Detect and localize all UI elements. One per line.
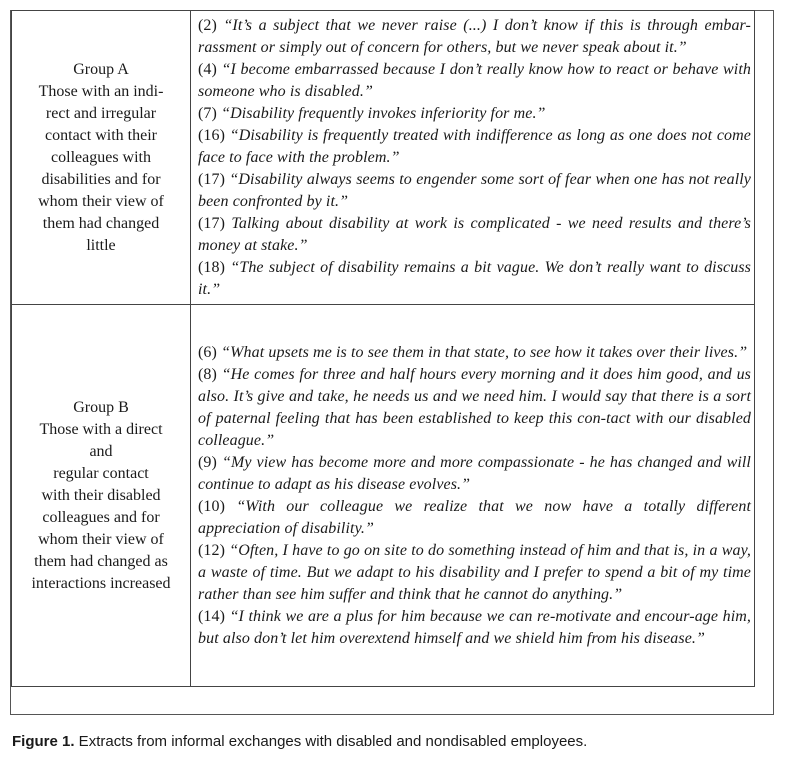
- quote: [198, 59, 751, 103]
- quote: [198, 103, 751, 125]
- group-description-line: rect and irregular: [45, 104, 157, 122]
- group-description-line: with their disabled: [41, 486, 161, 504]
- quote: [198, 125, 751, 169]
- quote: [198, 213, 751, 257]
- quote-text: “Disability frequently invokes inferiority for me.”: [221, 104, 546, 122]
- caption-label: Figure 1.: [12, 733, 75, 750]
- quote-text: “With our colleague we realize that we now have a totally different appreciation of disability.”: [198, 497, 751, 537]
- quote-text: “I think we are a plus for him because we can re-motivate and encour-age him, but also don’t let him overextend himself and we shield him from his disease.”: [198, 607, 751, 647]
- quote-text: “It’s a subject that we never raise (...) I don’t know if this is through embar-rassment or simply out of concern for others, but we never speak about it.”: [198, 16, 751, 56]
- quote-number: (18): [198, 258, 226, 276]
- figure-caption: [12, 733, 782, 750]
- group-label-cell: [12, 305, 191, 687]
- group-description-line: whom their view of: [38, 192, 164, 210]
- quote-number: (14): [198, 607, 226, 625]
- quote-number: (10): [198, 497, 226, 515]
- quote-number: (12): [198, 541, 226, 559]
- quote-text: “I become embarrassed because I don’t really know how to react or behave with someone who is disabled.”: [198, 60, 751, 100]
- quote-text: “Disability is frequently treated with indifference as long as one does not come face to face with the problem.”: [198, 126, 752, 166]
- quote: [198, 342, 751, 364]
- group-description-line: regular contact: [53, 464, 149, 482]
- quotes-cell: [191, 11, 755, 305]
- group-name: Group B: [73, 398, 129, 416]
- quote: [198, 452, 751, 496]
- group-description-line: them had changed as: [34, 552, 168, 570]
- group-description-line: whom their view of: [38, 530, 164, 548]
- quote: [198, 606, 751, 650]
- group-description-line: and: [89, 442, 113, 460]
- quote-number: (17): [198, 170, 226, 188]
- group-row: [12, 11, 755, 305]
- quote: [198, 540, 751, 606]
- group-description-line: little: [86, 236, 116, 254]
- quote-text: “He comes for three and half hours every morning and it does him good, and us also. It’s give and take, he needs us and we need him. I would say that there is a sort of paternal feeling that has been established to keep this con-tact with our disabled colleague.”: [198, 365, 751, 449]
- quote-number: (16): [198, 126, 226, 144]
- group-name: Group A: [73, 60, 129, 78]
- extracts-table: [11, 10, 755, 687]
- group-row: [12, 305, 755, 687]
- quote: [198, 15, 751, 59]
- group-description-line: Those with a direct: [39, 420, 163, 438]
- quote-text: Talking about disability at work is complicated - we need results and there’s money at stake.”: [198, 214, 751, 254]
- quote-text: “My view has become more and more compassionate - he has changed and will continue to adapt as his disease evolves.”: [198, 453, 751, 493]
- quote-text: “The subject of disability remains a bit vague. We don’t really want to discuss it.”: [198, 258, 751, 298]
- group-description-line: disabilities and for: [41, 170, 161, 188]
- quote: [198, 257, 751, 301]
- group-label-cell: [12, 11, 191, 305]
- quote-number: (6): [198, 343, 217, 361]
- quote-number: (8): [198, 365, 217, 383]
- quote-number: (4): [198, 60, 217, 78]
- quote: [198, 364, 751, 452]
- group-description-line: Those with an indi-: [38, 82, 164, 100]
- quotes-cell: [191, 305, 755, 687]
- quote-number: (7): [198, 104, 217, 122]
- group-description-line: interactions increased: [31, 574, 171, 592]
- quote: [198, 496, 751, 540]
- caption-text: Extracts from informal exchanges with disabled and nondisabled employees.: [74, 733, 588, 750]
- quote-text: “Often, I have to go on site to do something instead of him and that is, in a way, a waste of time. But we adapt to his disability and I prefer to spend a bit of my time rather than see him suffer and think that he cannot do anything.”: [198, 541, 751, 603]
- quote-text: “Disability always seems to engender some sort of fear when one has not really been confronted by it.”: [198, 170, 751, 210]
- quote-number: (17): [198, 214, 226, 232]
- group-description-line: colleagues and for: [42, 508, 160, 526]
- group-description-line: them had changed: [42, 214, 160, 232]
- quote: [198, 169, 751, 213]
- quote-number: (2): [198, 16, 217, 34]
- quote-text: “What upsets me is to see them in that state, to see how it takes over their lives.”: [221, 343, 748, 361]
- quote-number: (9): [198, 453, 217, 471]
- group-description-line: contact with their: [45, 126, 157, 144]
- group-description-line: colleagues with: [51, 148, 151, 166]
